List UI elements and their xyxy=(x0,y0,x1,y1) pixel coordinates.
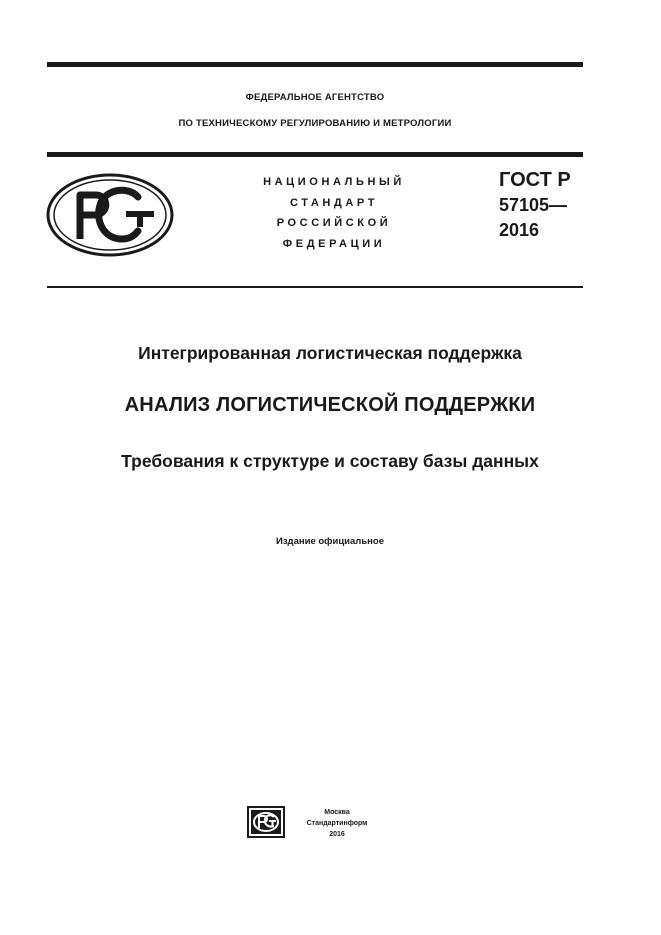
standard-designation xyxy=(499,168,571,243)
bottom-rule xyxy=(47,286,583,288)
standard-number: 57105— xyxy=(499,195,568,215)
standard-type-line: НАЦИОНАЛЬНЫЙ xyxy=(263,176,405,188)
agency-name-line-2: ПО ТЕХНИЧЕСКОМУ РЕГУЛИРОВАНИЮ И МЕТРОЛОГИИ xyxy=(178,118,452,129)
standard-type-line: РОССИЙСКОЙ xyxy=(276,217,392,229)
top-rule xyxy=(47,62,583,67)
standartinform-logo-icon xyxy=(247,806,285,838)
standard-type-line: ФЕДЕРАЦИИ xyxy=(282,237,386,250)
standard-type xyxy=(220,172,448,254)
publisher-name: Стандартинформ xyxy=(306,820,368,827)
publisher-year: 2016 xyxy=(329,831,345,838)
document-main-title: АНАЛИЗ ЛОГИСТИЧЕСКОЙ ПОДДЕРЖКИ xyxy=(124,394,536,416)
document-subtitle: Требования к структуре и составу базы данных xyxy=(121,451,539,471)
document-series-title: Интегрированная логистическая поддержка xyxy=(138,343,522,363)
middle-rule xyxy=(47,152,583,157)
standard-type-line: СТАНДАРТ xyxy=(289,196,379,209)
edition-label: Издание официальное xyxy=(276,536,384,547)
agency-name-line-1: ФЕДЕРАЛЬНОЕ АГЕНТСТВО xyxy=(245,92,385,103)
publisher-city: Москва xyxy=(324,809,350,816)
standard-year: 2016 xyxy=(499,220,540,240)
publisher-imprint xyxy=(292,807,382,840)
standard-designation-prefix: ГОСТ Р xyxy=(499,169,571,191)
rst-certification-mark-icon xyxy=(46,173,174,257)
